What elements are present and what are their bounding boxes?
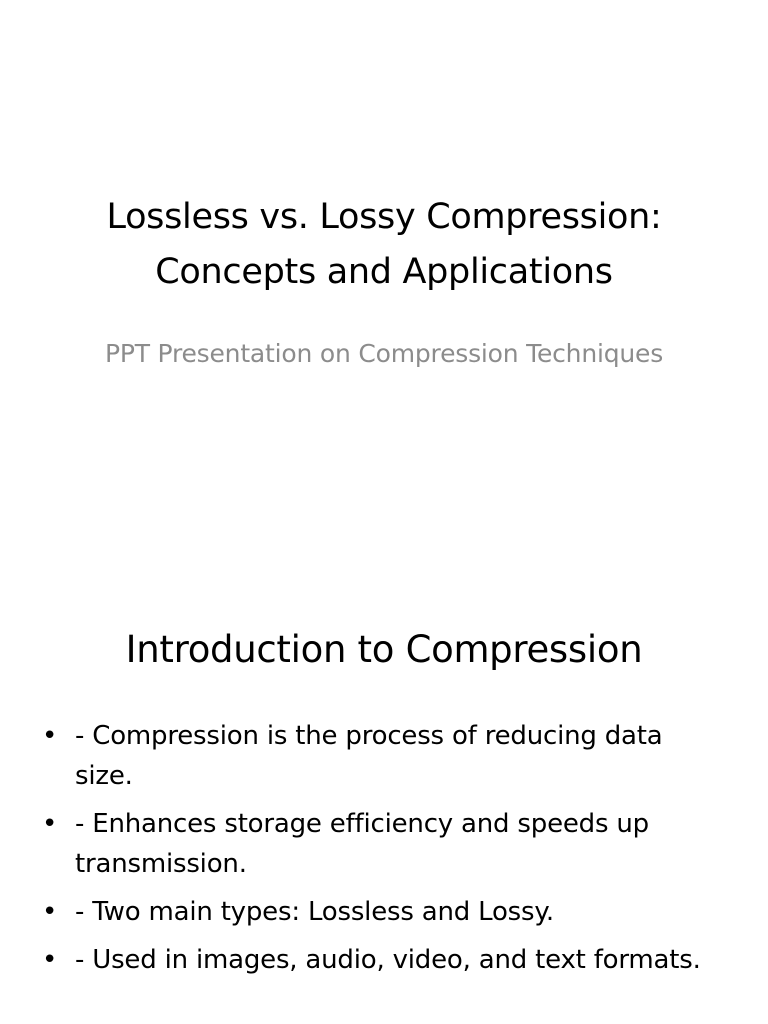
slide-title: Lossless vs. Lossy Compression: Concepts and Applications bbox=[106, 197, 662, 292]
bullet-text: - Used in images, audio, video, and text formats. bbox=[75, 945, 701, 975]
content-slide bbox=[0, 576, 768, 1024]
slide-title: Introduction to Compression bbox=[125, 628, 643, 671]
bullet-list bbox=[40, 716, 720, 988]
list-item bbox=[40, 804, 720, 884]
bullet-text: - Enhances storage efficiency and speeds up transmission. bbox=[75, 809, 649, 879]
bullet-text: - Two main types: Lossless and Lossy. bbox=[75, 897, 554, 927]
bullet-icon: • bbox=[42, 721, 58, 751]
list-item bbox=[40, 716, 720, 796]
bullet-text: - Compression is the process of reducing data size. bbox=[75, 721, 663, 791]
list-item bbox=[40, 892, 720, 932]
bullet-icon: • bbox=[42, 945, 58, 975]
bullet-icon: • bbox=[42, 897, 58, 927]
list-item bbox=[40, 940, 720, 980]
bullet-icon: • bbox=[42, 809, 58, 839]
slide-subtitle: PPT Presentation on Compression Techniques bbox=[104, 339, 664, 368]
